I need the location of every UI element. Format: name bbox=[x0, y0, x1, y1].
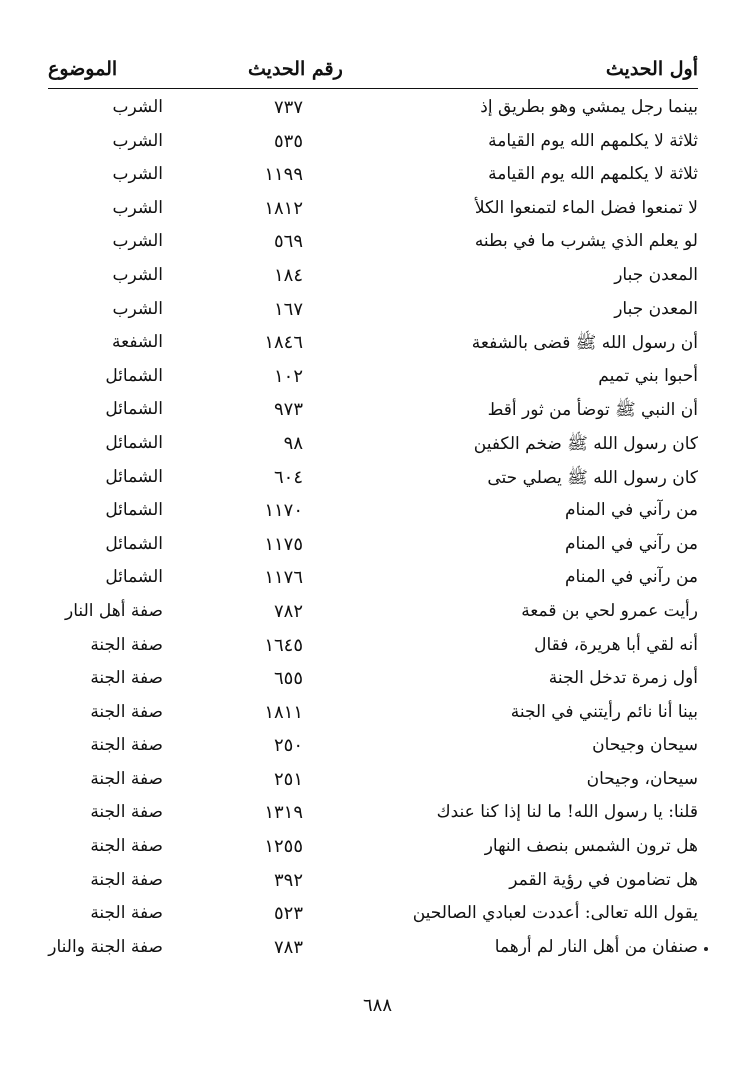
table-row bbox=[48, 832, 698, 866]
row-hadith-number: ١٦٤٥ bbox=[264, 634, 303, 656]
table-row bbox=[48, 597, 698, 631]
table-row bbox=[48, 664, 698, 698]
row-first-words: أنه لقي أبا هريرة، فقال bbox=[534, 634, 698, 655]
row-first-words: هل ترون الشمس بنصف النهار bbox=[484, 836, 698, 857]
row-topic: الشفعة bbox=[112, 332, 163, 353]
row-hadith-number: ١١٧٠ bbox=[264, 500, 303, 522]
row-hadith-number: ١٣١٩ bbox=[264, 802, 303, 824]
table-row bbox=[48, 194, 698, 228]
row-topic: صفة الجنة bbox=[90, 903, 163, 924]
row-hadith-number: ١١٧٦ bbox=[264, 567, 303, 589]
row-first-words: ثلاثة لا يكلمهم الله يوم القيامة bbox=[488, 130, 698, 151]
header-first-words: أول الحديث bbox=[605, 58, 698, 80]
table-row bbox=[48, 731, 698, 765]
row-topic: الشرب bbox=[112, 231, 163, 252]
row-hadith-number: ٢٥٠ bbox=[273, 735, 303, 757]
row-topic: الشرب bbox=[112, 164, 163, 185]
row-hadith-number: ٣٩٢ bbox=[273, 869, 303, 891]
header-hadith-number: رقم الحديث bbox=[248, 58, 343, 80]
row-hadith-number: ٩٨ bbox=[283, 432, 303, 454]
table-row bbox=[48, 295, 698, 329]
row-hadith-number: ٧٨٣ bbox=[273, 936, 303, 958]
row-first-words: المعدن جبار bbox=[614, 264, 698, 285]
row-topic: صفة أهل النار bbox=[65, 600, 163, 621]
table-row bbox=[48, 866, 698, 900]
header-topic: الموضوع bbox=[48, 58, 118, 80]
row-first-words: أحبوا بني تميم bbox=[598, 365, 698, 386]
row-hadith-number: ٢٥١ bbox=[273, 768, 303, 790]
row-first-words: صنفان من أهل النار لم أرهما bbox=[494, 936, 698, 957]
row-topic: الشرب bbox=[112, 130, 163, 151]
row-topic: صفة الجنة bbox=[90, 836, 163, 857]
row-hadith-number: ١٨٤٦ bbox=[264, 332, 303, 354]
row-hadith-number: ٦٠٤ bbox=[273, 466, 303, 488]
row-topic: الشمائل bbox=[105, 365, 163, 386]
row-first-words: هل تضامون في رؤية القمر bbox=[509, 869, 698, 890]
table-header bbox=[48, 58, 698, 89]
row-hadith-number: ١٨١٢ bbox=[264, 197, 303, 219]
row-hadith-number: ١٨٤ bbox=[273, 264, 303, 286]
row-topic: صفة الجنة والنار bbox=[48, 936, 163, 957]
row-first-words: من رآني في المنام bbox=[565, 533, 698, 554]
row-first-words: من رآني في المنام bbox=[565, 567, 698, 588]
row-topic: صفة الجنة bbox=[90, 634, 163, 655]
row-hadith-number: ١١٩٩ bbox=[264, 164, 303, 186]
row-first-words: كان رسول الله ﷺ يصلي حتى bbox=[487, 467, 698, 488]
row-first-words: أن النبي ﷺ توضأ من ثور أقط bbox=[487, 400, 698, 421]
row-hadith-number: ٥٢٣ bbox=[273, 903, 303, 925]
table-row bbox=[48, 127, 698, 161]
table-row bbox=[48, 160, 698, 194]
row-first-words: أن رسول الله ﷺ قضى بالشفعة bbox=[471, 333, 698, 354]
row-first-words: بينما رجل يمشي وهو بطريق إذ bbox=[480, 97, 698, 117]
row-first-words: لو يعلم الذي يشرب ما في بطنه bbox=[474, 231, 698, 252]
row-topic: الشمائل bbox=[105, 567, 163, 588]
row-topic: صفة الجنة bbox=[90, 701, 163, 722]
row-hadith-number: ٥٦٩ bbox=[273, 231, 303, 253]
table-row bbox=[48, 362, 698, 396]
table-row bbox=[48, 463, 698, 497]
table-row bbox=[48, 328, 698, 362]
table-row bbox=[48, 395, 698, 429]
row-first-words: المعدن جبار bbox=[614, 298, 698, 319]
row-hadith-number: ١٨١١ bbox=[264, 701, 303, 723]
row-topic: الشمائل bbox=[105, 466, 163, 487]
row-topic: الشمائل bbox=[105, 500, 163, 521]
table-row bbox=[48, 563, 698, 597]
table-row bbox=[48, 899, 698, 933]
table-row bbox=[48, 933, 698, 967]
table-row bbox=[48, 261, 698, 295]
row-hadith-number: ١٠٢ bbox=[273, 365, 303, 387]
table-row bbox=[48, 530, 698, 564]
page-number: ٦٨٨ bbox=[362, 995, 392, 1016]
row-first-words: كان رسول الله ﷺ ضخم الكفين bbox=[473, 433, 698, 454]
table-row bbox=[48, 93, 698, 127]
row-first-words: رأيت عمرو لحي بن قمعة bbox=[521, 600, 698, 621]
row-first-words: من رآني في المنام bbox=[565, 500, 698, 521]
row-topic: صفة الجنة bbox=[90, 802, 163, 823]
row-first-words: ثلاثة لا يكلمهم الله يوم القيامة bbox=[488, 164, 698, 185]
row-hadith-number: ٧٣٧ bbox=[273, 97, 303, 118]
table-row bbox=[48, 227, 698, 261]
row-hadith-number: ٧٨٢ bbox=[273, 600, 303, 622]
table-row bbox=[48, 429, 698, 463]
row-first-words: يقول الله تعالى: أعددت لعبادي الصالحين bbox=[412, 903, 698, 924]
row-topic: صفة الجنة bbox=[90, 668, 163, 689]
table-row bbox=[48, 798, 698, 832]
row-first-words: أول زمرة تدخل الجنة bbox=[548, 668, 698, 689]
row-topic: الشمائل bbox=[105, 432, 163, 453]
row-topic: الشرب bbox=[112, 298, 163, 319]
row-hadith-number: ١٦٧ bbox=[273, 298, 303, 320]
row-topic: الشرب bbox=[112, 97, 163, 117]
row-hadith-number: ٥٣٥ bbox=[273, 130, 303, 152]
row-topic: الشرب bbox=[112, 197, 163, 218]
row-hadith-number: ٦٥٥ bbox=[273, 668, 303, 690]
row-hadith-number: ١٢٥٥ bbox=[264, 836, 303, 858]
table-row bbox=[48, 765, 698, 799]
row-first-words: سيحان وجيحان bbox=[592, 735, 698, 756]
row-hadith-number: ٩٧٣ bbox=[273, 399, 303, 421]
row-topic: صفة الجنة bbox=[90, 869, 163, 890]
row-first-words: لا تمنعوا فضل الماء لتمنعوا الكلأ bbox=[474, 197, 698, 218]
table-row bbox=[48, 631, 698, 665]
row-first-words: بينا أنا نائم رأيتني في الجنة bbox=[510, 701, 698, 722]
row-topic: صفة الجنة bbox=[90, 768, 163, 789]
table-row bbox=[48, 496, 698, 530]
row-first-words: سيحان، وجيحان bbox=[586, 768, 698, 789]
row-topic: الشمائل bbox=[105, 399, 163, 420]
row-topic: صفة الجنة bbox=[90, 735, 163, 756]
table-row bbox=[48, 698, 698, 732]
row-first-words: قلنا: يا رسول الله! ما لنا إذا كنا عندك bbox=[436, 802, 698, 823]
index-table bbox=[48, 93, 698, 966]
bullet-dot bbox=[704, 947, 708, 951]
row-topic: الشرب bbox=[112, 264, 163, 285]
row-hadith-number: ١١٧٥ bbox=[264, 533, 303, 555]
row-topic: الشمائل bbox=[105, 533, 163, 554]
